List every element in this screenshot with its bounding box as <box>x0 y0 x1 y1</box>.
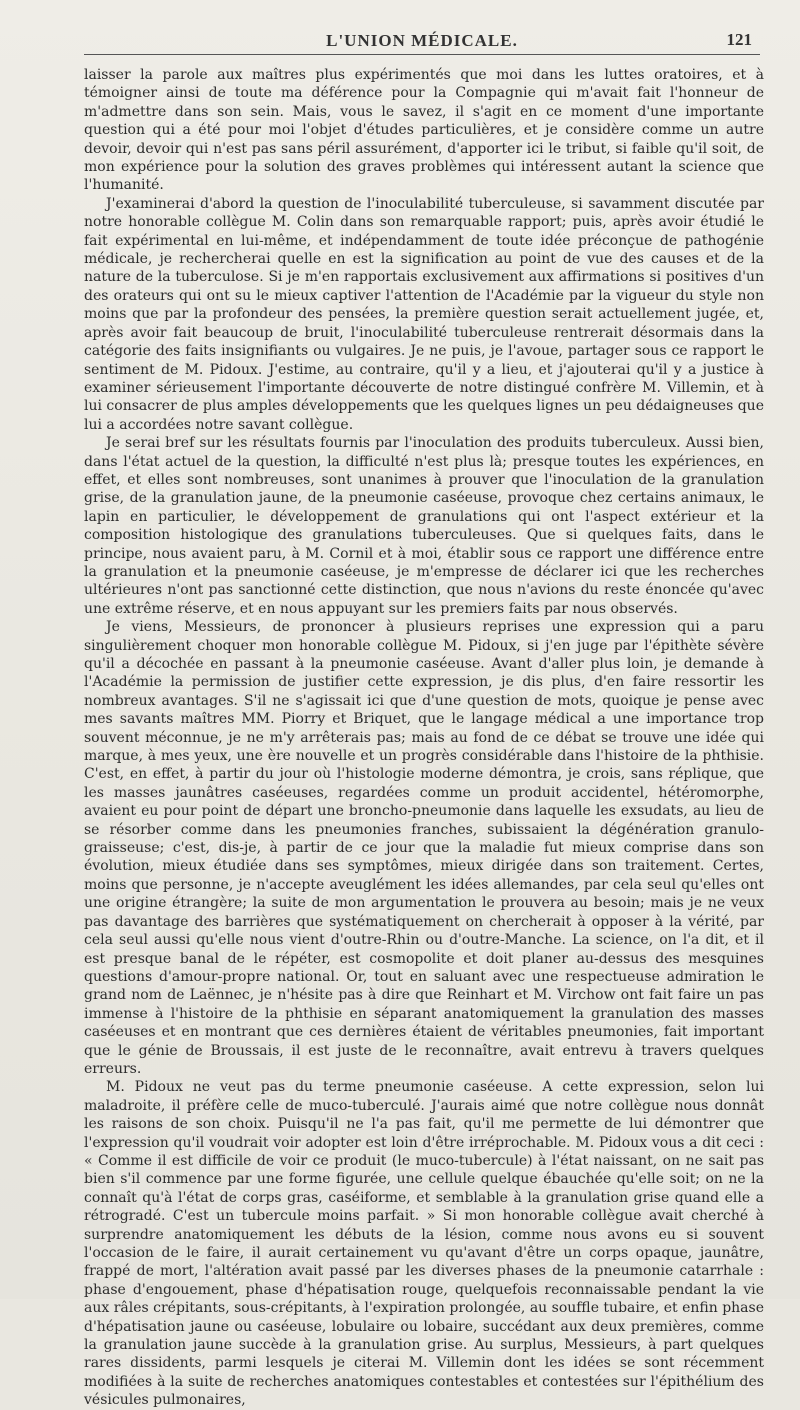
paragraph-2: J'examinerai d'abord la question de l'inoculabilité tuberculeuse, si savamment discutée par notre honorable collègue M. Colin dans son remarquable rapport; puis, après avoir étudié le fait expérimental en lui-même, et indépendamment de toute idée préconçue de pathogénie médicale, je rechercherai quelle en est la signification au point de vue des causes et de la nature de la tuberculose. Si je m'en rapportais exclusivement aux affirmations si positives d'un des orateurs qui ont su le mieux captiver l'attention de l'Académie par la vigueur du style non moins que par la profondeur des pensées, la première question serait actuellement jugée, et, après avoir fait beaucoup de bruit, l'inoculabilité tuberculeuse rentrerait désormais dans la catégorie des faits insignifiants ou vulgaires. Je ne puis, je l'avoue, partager sous ce rapport le sentiment de M. Pidoux. J'estime, au contraire, qu'il y a lieu, et j'ajouterai qu'il y a justice à examiner sérieusement l'importante découverte de notre distingué confrère M. Villemin, et à lui consacrer de plus amples développements que les quelques lignes un peu dédaigneuses que lui a accordées notre savant collègue. <box>84 195 764 433</box>
paragraph-5: M. Pidoux ne veut pas du terme pneumonie caséeuse. A cette expression, selon lui maladroite, il préfère celle de muco-tuberculé. J'aurais aimé que notre collègue nous donnât les raisons de son choix. Puisqu'il ne l'a pas fait, qu'il me permette de lui démontrer que l'expression qu'il voudrait voir adopter est loin d'être irréprochable. M. Pidoux vous a dit ceci : « Comme il est difficile de voir ce produit (le muco-tubercule) à l'état naissant, on ne sait pas bien s'il commence par une forme figurée, une cellule quelque ébauchée qu'elle soit; on ne la connaît qu'à l'état de corps gras, caséiforme, et semblable à la granulation grise quand elle a rétrogradé. C'est un tubercule moins parfait. » Si mon honorable collègue avait cherché à surprendre anatomiquement les débuts de la lésion, comme nous avons eu si souvent l'occasion de le faire, il aurait certainement vu qu'avant d'être un corps opaque, jaunâtre, frappé de mort, l'altération avait passé par les diverses phases de la pneumonie catarrhale : phase d'engouement, phase d'hépatisation rouge, quelquefois reconnaissable pendant la vie aux râles crépitants, sous-crépitants, à l'expiration prolongée, au souffle tubaire, et enfin phase d'hépatisation jaune ou caséeuse, lobulaire ou lobaire, succédant aux deux premières, comme la granulation jaune succède à la granulation grise. Au surplus, Messieurs, à part quelques rares dissidents, parmi lesquels je citerai M. Villemin dont les idées se sont récemment modifiées à la suite de recherches anatomiques contestables et contestées sur l'épithélium des vésicules pulmonaires, <box>84 1079 764 1409</box>
page-number: 121 <box>726 30 752 49</box>
running-title: L'UNION MÉDICALE. <box>326 31 518 50</box>
body-text <box>84 66 764 1410</box>
paragraph-3: Je serai bref sur les résultats fournis par l'inoculation des produits tuberculeux. Aussi bien, dans l'état actuel de la question, la difficulté n'est plus là; presque toutes les expériences, en effet, et elles sont nombreuses, sont unanimes à prouver que l'inoculation de la granulation grise, de la granulation jaune, de la pneumonie caséeuse, provoque chez certains animaux, le lapin en particulier, le développement de granulations qui ont l'aspect extérieur et la composition histologique des granulations tuberculeuses. Que si quelques faits, dans le principe, nous avaient paru, à M. Cornil et à moi, établir sous ce rapport une différence entre la granulation et la pneumonie caséeuse, je m'empresse de déclarer ici que les recherches ultérieures n'ont pas sanctionné cette distinction, que nous n'avions du reste énoncée qu'avec une extrême réserve, et en nous appuyant sur les premiers faits par nous observés. <box>84 435 764 617</box>
paragraph-1: laisser la parole aux maîtres plus expérimentés que moi dans les luttes oratoires, et à témoigner ainsi de toute ma déférence pour la Compagnie qui m'avait fait l'honneur de m'admettre dans son sein. Mais, vous le savez, il s'agit en ce moment d'une importante question qui a été pour moi l'objet d'études particulières, et je considère comme un autre devoir, devoir qui n'est pas sans péril assurément, d'apporter ici le tribut, si faible qu'il soit, de mon expérience pour la solution des graves problèmes qui intéressent autant la science que l'humanité. <box>84 67 764 194</box>
page-header <box>84 28 760 55</box>
paragraph-4: Je viens, Messieurs, de prononcer à plusieurs reprises une expression qui a paru singulièrement choquer mon honorable collègue M. Pidoux, si j'en juge par l'épithète sévère qu'il a décochée en passant à la pneumonie caséeuse. Avant d'aller plus loin, je demande à l'Académie la permission de justifier cette expression, je dis plus, d'en faire ressortir les nombreux avantages. S'il ne s'agissait ici que d'une question de mots, quoique je pense avec mes savants maîtres MM. Piorry et Briquet, que le langage médical a une importance trop souvent méconnue, je ne m'y arrêterais pas; mais au fond de ce débat se trouve une idée qui marque, à mes yeux, une ère nouvelle et un progrès considérable dans l'histoire de la phthisie. C'est, en effet, à partir du jour où l'histologie moderne démontra, je crois, sans réplique, que les masses jaunâtres caséeuses, regardées comme un produit accidentel, hétéromorphe, avaient eu pour point de départ une broncho-pneumonie dans laquelle les exsudats, au lieu de se résorber comme dans les pneumonies franches, subissaient la dégénération granulo-graisseuse; c'est, dis-je, à partir de ce jour que la maladie fut mieux comprise dans son évolution, mieux étudiée dans ses symptômes, mieux dirigée dans son traitement. Certes, moins que personne, je n'accepte aveuglément les idées allemandes, par cela seul qu'elles ont une origine étrangère; la suite de mon argumentation le prouvera au besoin; mais je ne veux pas davantage des barrières que systématiquement on chercherait à opposer à la vérité, par cela seul aussi qu'elle nous vient d'outre-Rhin ou d'outre-Manche. La science, on l'a dit, et il est presque banal de le répéter, est cosmopolite et doit planer au-dessus des mesquines questions d'amour-propre national. Or, tout en saluant avec une respectueuse admiration le grand nom de Laënnec, je n'hésite pas à dire que Reinhart et M. Virchow ont fait faire un pas immense à l'histoire de la phthisie en séparant anatomiquement la granulation des masses caséeuses et en montrant que ces dernières étaient de véritables pneumonies, fait important que le génie de Broussais, il est juste de le reconnaître, avait entrevu à travers quelques erreurs. <box>84 619 764 1077</box>
